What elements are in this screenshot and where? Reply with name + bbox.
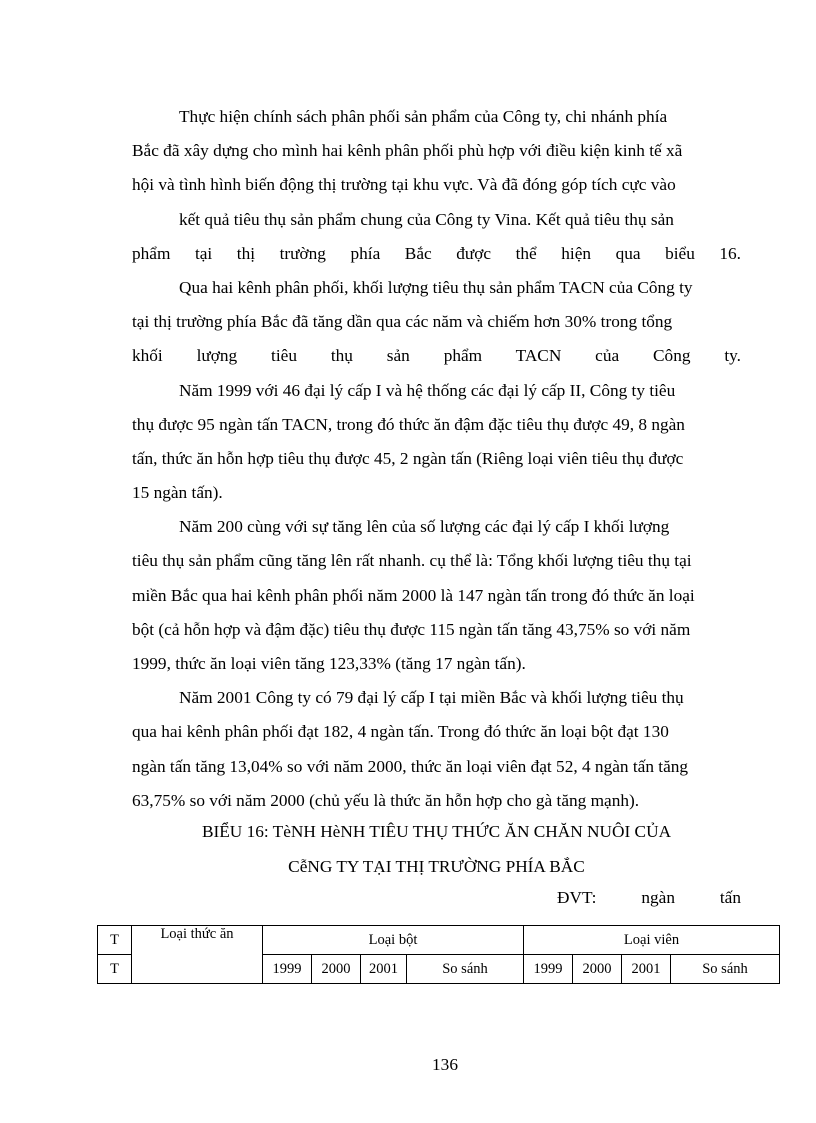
page-number: 136 [432, 1055, 458, 1074]
text-line: phẩm tại thị trường phía Bắc được thể hiện qua biểu 16. [132, 243, 741, 263]
text-line: 15 ngàn tấn). [132, 483, 223, 503]
text-line: Năm 200 cùng với sự tăng lên của số lượng các đại lý cấp I khối lượng [179, 517, 670, 537]
text-line: ngàn tấn tăng 13,04% so với năm 2000, thức ăn loại viên đạt 52, 4 ngàn tấn tăng [132, 756, 689, 776]
body-text [132, 100, 741, 818]
text-line: 1999, thức ăn loại viên tăng 123,33% (tăng 17 ngàn tấn). [132, 654, 526, 673]
tt-header-bottom: T [98, 955, 132, 984]
feed-type-header: Loại thức ăn [132, 926, 263, 984]
year-header: 1999 [263, 955, 312, 984]
year-header: 2001 [622, 955, 671, 984]
tt-header-top: T [98, 926, 132, 955]
text-line: tấn, thức ăn hỗn hợp tiêu thụ được 45, 2 ngàn tấn (Riêng loại viên tiêu thụ được [132, 448, 684, 468]
year-header: 2000 [573, 955, 622, 984]
text-line: kết quả tiêu thụ sản phẩm chung của Công ty Vina. Kết quả tiêu thụ sản [179, 209, 674, 229]
table-title-line-1: BIỂU 16: TèNH HèNH TIÊU THỤ THỨC ĂN CHĂN NUÔI CỦA [201, 822, 672, 841]
year-header: 2000 [312, 955, 361, 984]
table-header-row [98, 926, 780, 955]
text-line: miền Bắc qua hai kênh phân phối năm 2000 là 147 ngàn tấn trong đó thức ăn loại [132, 585, 695, 605]
text-line: thụ được 95 ngàn tấn TACN, trong đó thức ăn đậm đặc tiêu thụ được 49, 8 ngàn [132, 414, 685, 434]
text-line: tiêu thụ sản phẩm cũng tăng lên rất nhanh. cụ thể là: Tổng khối lượng tiêu thụ tại [132, 551, 692, 571]
text-line: Năm 1999 với 46 đại lý cấp I và hệ thống các đại lý cấp II, Công ty tiêu [179, 380, 676, 400]
comparison-header: So sánh [671, 955, 780, 984]
comparison-header: So sánh [407, 955, 524, 984]
text-line: khối lượng tiêu thụ sản phẩm TACN của Công ty. [132, 346, 741, 366]
year-header: 1999 [524, 955, 573, 984]
text-line: Năm 2001 Công ty có 79 đại lý cấp I tại miền Bắc và khối lượng tiêu thụ [179, 688, 684, 708]
table-title-line-2: CễNG TY TẠI THỊ TRƯỜNG PHÍA BẮC [288, 857, 585, 876]
powder-feed-header: Loại bột [263, 926, 524, 955]
data-table [97, 925, 780, 984]
text-line: 63,75% so với năm 2000 (chủ yếu là thức ăn hỗn hợp cho gà tăng mạnh). [132, 790, 640, 810]
text-line: Thực hiện chính sách phân phối sản phẩm của Công ty, chi nhánh phía [179, 107, 668, 126]
text-line: bột (cả hỗn hợp và đậm đặc) tiêu thụ được 115 ngàn tấn tăng 43,75% so với năm [132, 619, 691, 639]
pellet-feed-header: Loại viên [524, 926, 780, 955]
year-header: 2001 [361, 955, 407, 984]
text-line: qua hai kênh phân phối đạt 182, 4 ngàn tấn. Trong đó thức ăn loại bột đạt 130 [132, 722, 669, 742]
text-line: Qua hai kênh phân phối, khối lượng tiêu thụ sản phẩm TACN của Công ty [179, 277, 693, 297]
text-line: tại thị trường phía Bắc đã tăng dần qua các năm và chiếm hơn 30% trong tổng [132, 312, 673, 332]
text-line: hội và tình hình biến động thị trường tại khu vực. Và đã đóng góp tích cực vào [132, 175, 676, 195]
text-line: Bắc đã xây dựng cho mình hai kênh phân phối phù hợp với điều kiện kinh tế xã [132, 141, 683, 161]
unit-label: ĐVT: ngàn tấn [557, 888, 741, 907]
